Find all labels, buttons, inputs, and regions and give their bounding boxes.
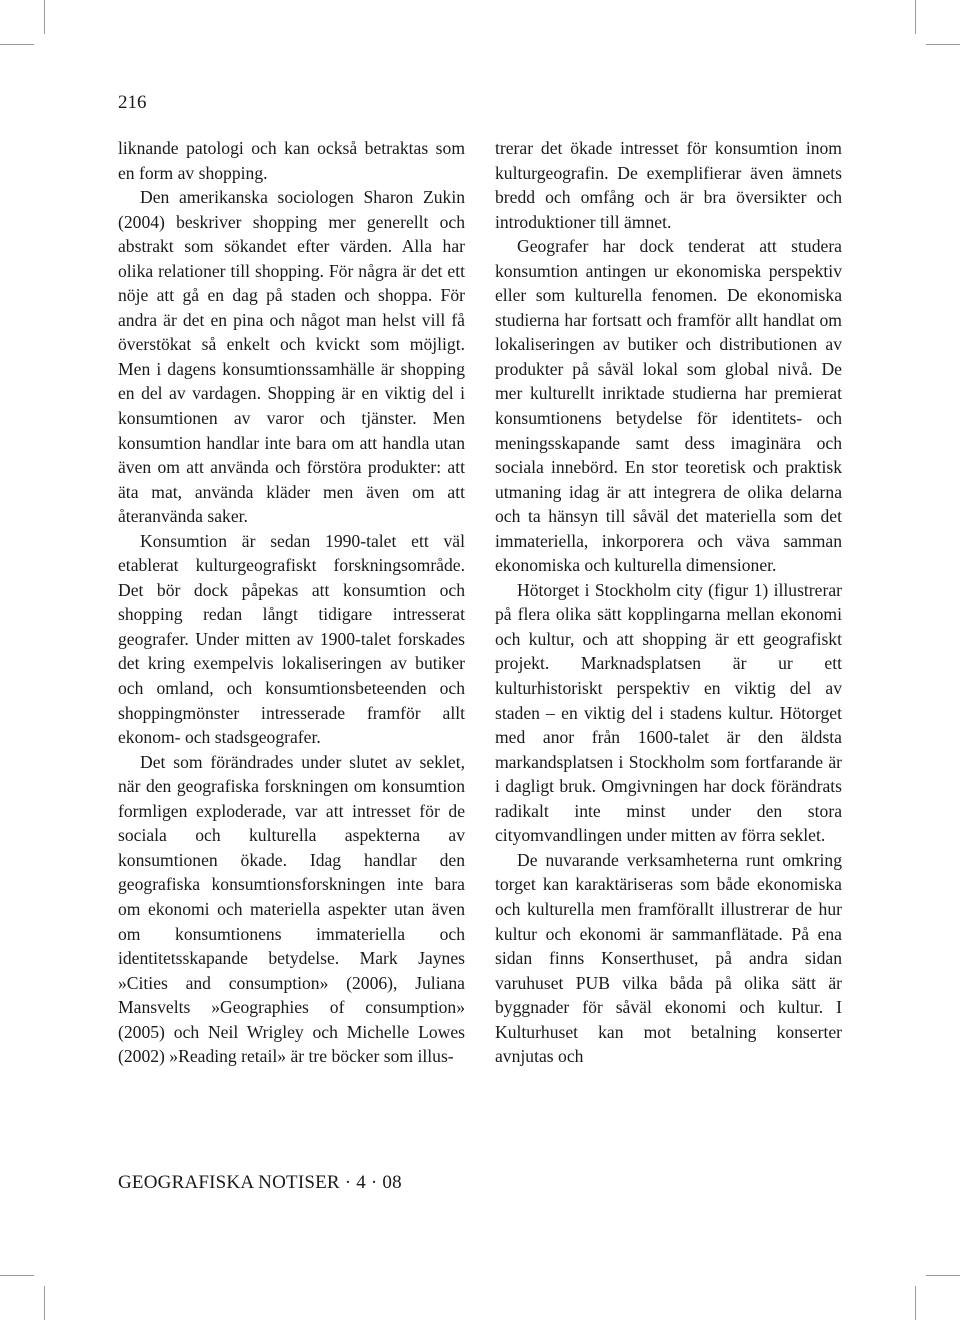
paragraph: Konsumtion är sedan 1990-talet ett väl etablerat kulturgeografiskt forskningsområde. Det bör dock påpekas att konsumtion och shopping redan långt tidigare intresserat geografer. Under mitten av 1900-talet forskades det kring exempelvis lokaliseringen av butiker och omland, och konsumtionsbeteenden och shoppingmönster intresserade framför allt ekonom- och stadsgeografer. [118, 530, 465, 748]
paragraph: Hötorget i Stockholm city (figur 1) illustrerar på flera olika sätt kopplingarna mellan ekonomi och kultur, och att shopping är ett geografiskt projekt. Marknadsplatsen är ur ett kulturhistoriskt perspektiv en viktig del av staden – en viktig del i stadens kultur. Hötorget med anor från 1600-talet är den äldsta markandsplatsen i Stockholm som fortfarande är i dagligt bruk. Omgivningen har dock förändrats radikalt inte minst under den stora cityomvandlingen under mitten av förra seklet. [495, 579, 842, 846]
right-column [495, 136, 842, 1069]
crop-mark-top-left [44, 0, 45, 34]
paragraph: Geografer har dock tenderat att studera konsumtion antingen ur ekonomiska perspektiv eller som kulturella fenomen. De ekonomiska studierna har fortsatt och framför allt handlat om lokaliseringen av butiker och distributionen av produkter på såväl lokal som global nivå. De mer kulturellt inriktade studierna har premierat konsumtionens betydelse för identitets- och meningsskapande samt dess imaginära och sociala innebörd. En stor teoretisk och praktisk utmaning idag är att integrera de olika delarna och ta hänsyn till såväl det materiella som det immateriella, inkorporera och väva samman ekonomiska och kulturella dimensioner. [495, 236, 842, 576]
left-column [118, 136, 465, 1069]
issue-year: 08 [382, 1172, 402, 1193]
footer-separator: · [344, 1172, 352, 1193]
paragraph: Den amerikanska sociologen Sharon Zukin (2004) beskriver shopping mer generellt och abstrakt som sökandet efter värden. Alla har olika relationer till shopping. För några är det ett nöje att gå en dag på staden och shoppa. För andra är det en pina och något man helst vill få överstökat så enkelt och kvickt som möjligt. Men i dagens konsumtionssamhälle är shopping en del av vardagen. Shopping är en viktig del i konsumtionen av varor och tjänster. Men konsumtion handlar inte bara om att handla utan även om att använda och förstöra produkter: att äta mat, använda kläder men även om att återanvända saker. [118, 187, 465, 527]
footer-separator: · [370, 1172, 378, 1193]
crop-mark-top-right [915, 0, 916, 34]
paragraph: Det som förändrades under slutet av seklet, när den geografiska forskningen om konsumtion formligen exploderade, var att intresset för de sociala och kulturella aspekterna av konsumtionen ökade. Idag handlar den geografiska konsumtionsforskningen inte bara om ekonomi och materiella aspekter utan även om konsumtionens immateriella och identitetsskapande betydelse. Mark Jaynes »Cities and consumption» (2006), Juliana Mansvelts »Geographies of consumption» (2005) och Neil Wrigley och Michelle Lowes (2002) »Reading retail» är tre böcker som illus- [118, 751, 465, 1067]
crop-mark-bottom-right [915, 1286, 916, 1320]
paragraph: trerar det ökade intresset för konsumtion inom kulturgeografin. De exemplifierar även ämnets bredd och omfång och är bra översikter och introduktioner till ämnet. [495, 138, 842, 232]
crop-mark-bottom-left [44, 1286, 45, 1320]
page-number: 216 [118, 92, 147, 113]
crop-mark-top-left-h [0, 44, 34, 45]
crop-mark-bottom-right-h [926, 1275, 960, 1276]
paragraph: liknande patologi och kan också betraktas som en form av shopping. [118, 138, 465, 183]
crop-mark-top-right-h [926, 44, 960, 45]
crop-mark-bottom-left-h [0, 1275, 34, 1276]
paragraph: De nuvarande verksamheterna runt omkring torget kan karaktäriseras som både ekonomiska och kulturella men framförallt illustrerar de hur kultur och ekonomi är sammanflätade. På ena sidan finns Konserthuset, på andra sidan varuhuset PUB vilka båda på olika sätt är byggnader för såväl ekonomi och kultur. I Kulturhuset kan mot betalning konserter avnjutas och [495, 849, 842, 1067]
issue-number: 4 [356, 1172, 366, 1193]
journal-name: GEOGRAFISKA NOTISER [118, 1172, 340, 1193]
page-footer [118, 1172, 402, 1194]
